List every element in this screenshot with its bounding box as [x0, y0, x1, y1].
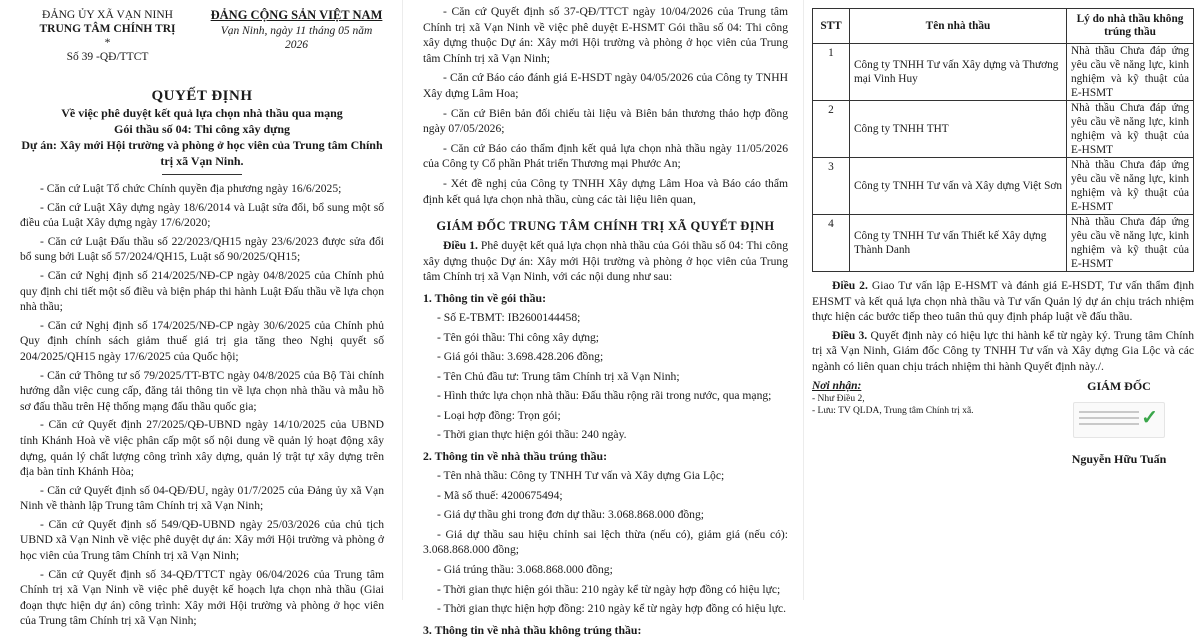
legal-basis-continued [423, 4, 788, 207]
article-3 [812, 328, 1194, 375]
document-title: QUYẾT ĐỊNH [151, 88, 253, 104]
winner-info-item: - Thời gian thực hiện gói thầu: 210 ngày kể từ ngày hợp đồng có hiệu lực; [437, 582, 781, 596]
legal-basis-item: - Căn cứ Báo cáo thẩm định kết quả lựa chọn nhà thầu ngày 11/05/2026 của Công ty Cổ phần Phát triển Thương mại Phước An; [423, 141, 788, 171]
page-3 [803, 0, 1200, 600]
rejection-reason: Nhà thầu Chưa đáp ứng yêu cầu về năng lực, kinh nghiệm và kỹ thuật của E-HSMT [1067, 101, 1194, 158]
signer-title: GIÁM ĐỐC [1087, 378, 1151, 393]
winner-info-item: - Giá dự thầu sau hiệu chỉnh sai lệch thừa (nếu có), giảm giá (nếu có): 3.068.868.000 đồng; [423, 527, 788, 557]
table-row [813, 215, 1194, 272]
subtitle-line-3: Dự án: Xây mới Hội trường và phòng ở học viên của Trung tâm Chính trị xã Vạn Ninh. [21, 138, 383, 168]
agency-line-1: ĐẢNG ỦY XÃ VẠN NINH [42, 9, 173, 21]
agency-stars: * [104, 37, 111, 49]
agency-line-2: TRUNG TÂM CHÍNH TRỊ [39, 23, 176, 35]
party-name: ĐẢNG CỘNG SẢN VIỆT NAM [210, 8, 383, 22]
section-2-list [423, 468, 788, 617]
bidder-name: Công ty TNHH Tư vấn Xây dựng và Thương mại Vinh Huy [850, 44, 1067, 101]
document-header [20, 8, 384, 64]
legal-basis-item: - Căn cứ Luật Xây dựng ngày 18/6/2014 và Luật sửa đổi, bổ sung một số điều của Luật Xây dựng ngày 17/6/2020; [20, 200, 384, 230]
legal-basis-item: - Căn cứ Báo cáo đánh giá E-HSDT ngày 04/05/2026 của Công ty TNHH Xây dựng Lâm Hoa; [423, 71, 788, 100]
decision-heading: GIÁM ĐỐC TRUNG TÂM CHÍNH TRỊ XÃ QUYẾT ĐỊNH [436, 219, 775, 234]
winner-info-item: - Thời gian thực hiện hợp đồng: 210 ngày kể từ ngày hợp đồng có hiệu lực. [437, 602, 787, 616]
package-info-item: - Tên gói thầu: Thi công xây dựng; [437, 330, 600, 344]
recipient-1: - Như Điều 2, [812, 393, 865, 404]
table-header-row [813, 9, 1194, 44]
section-3-title: 3. Thông tin về nhà thầu không trúng thầu: [423, 622, 642, 637]
package-info-item: - Loại hợp đồng: Trọn gói; [437, 408, 561, 422]
digital-signature-stamp [1073, 402, 1165, 438]
stamp-text-lines [1079, 411, 1139, 429]
bidder-name: Công ty TNHH Tư vấn Thiết kế Xây dựng Thành Danh [850, 215, 1067, 272]
page-2 [402, 0, 800, 637]
bidder-name: Công ty TNHH Tư vấn và Xây dựng Việt Sơn [850, 158, 1067, 215]
legal-basis-item: - Căn cứ Biên bản đối chiếu tài liệu và Biên bản thương thảo hợp đồng ngày 07/05/2026; [423, 106, 788, 136]
article-1-text: Phê duyệt kết quả lựa chọn nhà thầu của Gói thầu số 04: Thi công xây dựng thuộc Dự án: Xây mới Hội trường và phòng ở học viên của Trung tâm Chính trị xã Vạn Ninh, với các nội dung như sau: [423, 239, 789, 284]
package-info-item: - Số E-TBMT: IB2600144458; [437, 310, 581, 324]
section-1-list [423, 310, 788, 443]
table-row [813, 44, 1194, 101]
header-stt: STT [813, 9, 850, 44]
checkmark-icon: ✓ [1141, 406, 1158, 429]
signer-block [1044, 379, 1194, 467]
legal-basis-item: - Căn cứ Quyết định số 37-QĐ/TTCT ngày 10/04/2026 của Trung tâm Chính trị xã Vạn Ninh về việc phê duyệt E-HSMT Gói thầu số 04: Thi công xây dựng thuộc Dự án: Xây mới Hội trường và phòng ở học viên của Trung tâm Chính trị xã Vạn Ninh; [423, 5, 788, 65]
legal-basis-item: - Căn cứ Quyết định số 549/QĐ-UBND ngày 25/03/2026 của chủ tịch UBND xã Vạn Ninh về việc phê duyệt dự án: Xây mới Hội trường và phòng ở học viên của Trung tâm Chính trị xã Vạn Ninh; [20, 517, 384, 563]
article-2-label: Điều 2. [832, 279, 868, 292]
article-1 [423, 238, 788, 285]
party-header [209, 8, 384, 64]
rejection-reason: Nhà thầu Chưa đáp ứng yêu cầu về năng lực, kinh nghiệm và kỹ thuật của E-HSMT [1067, 44, 1194, 101]
winner-info-item: - Giá trúng thầu: 3.068.868.000 đồng; [437, 563, 613, 577]
signer-name: Nguyễn Hữu Tuấn [1071, 451, 1167, 466]
section-2-title: 2. Thông tin về nhà thầu trúng thầu: [423, 449, 607, 464]
header-name: Tên nhà thầu [850, 9, 1067, 44]
row-number: 2 [813, 101, 850, 158]
row-number: 4 [813, 215, 850, 272]
recipient-2: - Lưu: TV QLDA, Trung tâm Chính trị xã. [812, 405, 974, 416]
subtitle-line-1: Về việc phê duyệt kết quả lựa chọn nhà thầu qua mạng [61, 106, 343, 120]
legal-basis-item: - Căn cứ Quyết định số 34-QĐ/TTCT ngày 06/04/2026 của Trung tâm Chính trị xã Vạn Ninh về việc phê duyệt kế hoạch lựa chọn nhà thầu (Giai đoạn thực hiện dự án) công trình: Xây mới Hội trường và phòng ở học viên của Trung tâm Chính trị xã Vạn Ninh; [20, 567, 384, 628]
page-1 [0, 0, 398, 628]
title-divider [162, 174, 242, 175]
table-body [813, 44, 1194, 272]
section-1-title: 1. Thông tin về gói thầu: [423, 290, 547, 305]
subtitle-line-2: Gói thầu số 04: Thi công xây dựng [113, 122, 291, 136]
package-info-item: - Hình thức lựa chọn nhà thầu: Đấu thầu rộng rãi trong nước, qua mạng; [437, 389, 772, 403]
winner-info-item: - Giá dự thầu ghi trong đơn dự thầu: 3.068.868.000 đồng; [437, 508, 704, 522]
legal-basis-item: - Căn cứ Nghị định số 174/2025/NĐ-CP ngày 30/6/2025 của Chính phủ Quy định chính sách giảm thuế giá trị gia tăng theo Nghị quyết số 204/2025/QH15 ngày 17/6/2025 của Quốc hội; [20, 318, 384, 363]
place-date: Vạn Ninh, ngày 11 tháng 05 năm 2026 [220, 25, 373, 51]
table-row [813, 101, 1194, 158]
article-2 [812, 278, 1194, 325]
document-number: Số 39 -QĐ/TTCT [66, 51, 149, 63]
legal-basis-item: - Căn cứ Luật Đấu thầu số 22/2023/QH15 ngày 23/6/2023 được sửa đổi bổ sung bởi Luật số 57/2024/QH15, Luật số 90/2025/QH15; [20, 234, 384, 264]
legal-basis-list [20, 181, 384, 629]
table-row [813, 158, 1194, 215]
package-info-item: - Giá gói thầu: 3.698.428.206 đồng; [437, 350, 604, 364]
losing-bidders-table [812, 8, 1194, 272]
legal-basis-item: - Căn cứ Luật Tổ chức Chính quyền địa phương ngày 16/6/2025; [40, 182, 342, 195]
winner-info-item: - Tên nhà thầu: Công ty TNHH Tư vấn và Xây dựng Gia Lộc; [437, 469, 725, 483]
recipients-block [812, 379, 974, 467]
winner-info-item: - Mã số thuế: 4200675494; [437, 488, 563, 502]
article-3-text: Quyết định này có hiệu lực thi hành kể từ ngày ký. Trung tâm Chính trị xã Vạn Ninh, Giám đốc Công ty TNHH Tư vấn và Xây dựng Gia Lộc và các ngành có liên quan chịu trách nhiệm thi hành Quyết định này./. [812, 328, 1195, 373]
row-number: 3 [813, 158, 850, 215]
article-2-text: Giao Tư vấn lập E-HSMT và đánh giá E-HSDT, Tư vấn thẩm định EHSMT và kết quả lựa chọn nhà thầu và Tư vấn Quản lý dự án chịu trách nhiệm thực hiện các bước tiếp theo tuân thủ quy định pháp luật về đấu thầu. [812, 279, 1195, 324]
legal-basis-item: - Căn cứ Quyết định số 04-QĐ/ĐU, ngày 01/7/2025 của Đảng ủy xã Vạn Ninh về thành lập Trung tâm Chính trị xã Vạn Ninh; [20, 483, 384, 513]
issuing-agency [20, 8, 195, 64]
rejection-reason: Nhà thầu Chưa đáp ứng yêu cầu về năng lực, kinh nghiệm và kỹ thuật của E-HSMT [1067, 215, 1194, 272]
row-number: 1 [813, 44, 850, 101]
header-reason: Lý do nhà thầu không trúng thầu [1067, 9, 1194, 44]
rejection-reason: Nhà thầu Chưa đáp ứng yêu cầu về năng lực, kinh nghiệm và kỹ thuật của E-HSMT [1067, 158, 1194, 215]
legal-basis-item: - Xét đề nghị của Công ty TNHH Xây dựng Lâm Hoa và Báo cáo thẩm định kết quả lựa chọn nhà thầu, cùng các tài liệu liên quan, [423, 176, 788, 206]
legal-basis-item: - Căn cứ Quyết định 27/2025/QĐ-UBND ngày 14/10/2025 của UBND tỉnh Khánh Hoà về việc phân cấp một số nội dung về quản lý hoạt động xây dựng, quản lý chất lượng công trình xây dựng, quản lý trật tự xây dựng trên địa bàn tỉnh Khánh Hòa; [20, 418, 384, 479]
package-info-item: - Tên Chủ đầu tư: Trung tâm Chính trị xã Vạn Ninh; [437, 369, 680, 383]
recipients-title: Nơi nhận: [812, 379, 862, 392]
article-3-label: Điều 3. [832, 328, 868, 342]
legal-basis-item: - Căn cứ Thông tư số 79/2025/TT-BTC ngày 04/8/2025 của Bộ Tài chính hướng dẫn việc cung cấp, đăng tải thông tin về lựa chọn nhà thầu và mẫu hồ sơ đấu thầu trên Hệ thống mạng đấu thầu quốc gia; [20, 368, 384, 413]
package-info-item: - Thời gian thực hiện gói thầu: 240 ngày. [437, 428, 627, 442]
signature-area [812, 379, 1194, 467]
legal-basis-item: - Căn cứ Nghị định số 214/2025/NĐ-CP ngày 04/8/2025 của Chính phủ quy định chi tiết một số điều và biện pháp thi hành Luật Đấu thầu về lựa chọn nhà thầu; [20, 268, 384, 314]
bidder-name: Công ty TNHH THT [850, 101, 1067, 158]
article-1-label: Điều 1. [443, 239, 478, 253]
